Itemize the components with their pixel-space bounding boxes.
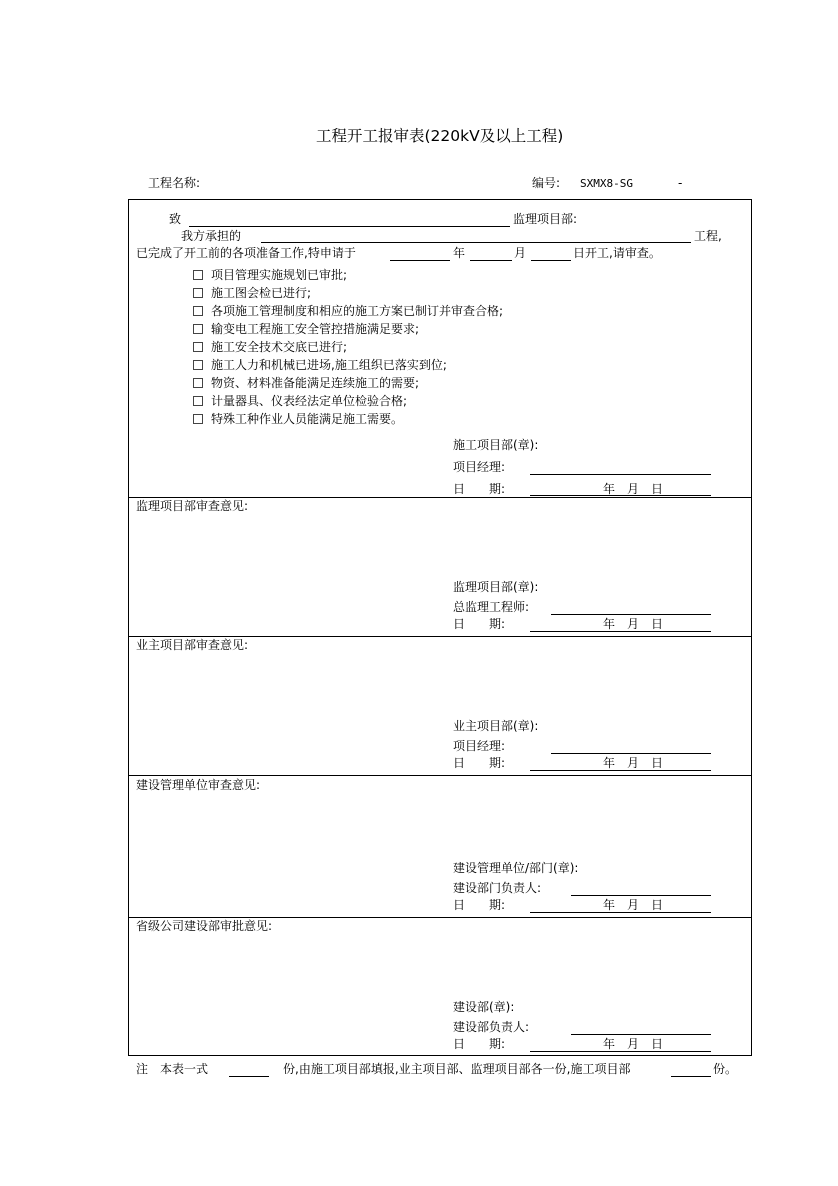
to-recipient-field[interactable] bbox=[189, 226, 510, 227]
section-divider bbox=[128, 497, 752, 498]
date-field[interactable] bbox=[530, 912, 711, 913]
code-value: SXMX8-SG bbox=[580, 177, 633, 190]
construction-mgmt-stamp-label: 建设管理单位/部门(章): bbox=[453, 861, 579, 875]
checkbox[interactable] bbox=[193, 414, 203, 424]
project-word: 工程, bbox=[694, 229, 722, 243]
owner-heading: 业主项目部审查意见: bbox=[136, 638, 249, 652]
checklist-item: 计量器具、仪表经法定单位检验合格; bbox=[211, 394, 408, 408]
project-name-field[interactable] bbox=[261, 242, 691, 243]
note-suffix: 份。 bbox=[713, 1062, 738, 1076]
checklist-item: 各项施工管理制度和相应的施工方案已制订并审查合格; bbox=[211, 304, 504, 318]
project-manager-field[interactable] bbox=[530, 474, 711, 475]
copies-total-field[interactable] bbox=[229, 1076, 269, 1077]
to-suffix: 监理项目部: bbox=[513, 212, 578, 226]
checklist-item: 施工安全技术交底已进行; bbox=[211, 340, 348, 354]
date-label: 日 期: bbox=[453, 482, 506, 496]
page-title: 工程开工报审表(220kV及以上工程) bbox=[316, 127, 564, 145]
date-field[interactable] bbox=[530, 770, 711, 771]
construction-dept-head-label: 建设部门负责人: bbox=[453, 881, 542, 895]
checklist-item: 项目管理实施规划已审批; bbox=[211, 268, 348, 282]
date-field[interactable] bbox=[530, 495, 711, 496]
construction-dept-stamp-label: 施工项目部(章): bbox=[453, 438, 539, 452]
checkbox[interactable] bbox=[193, 360, 203, 370]
chief-engineer-label: 总监理工程师: bbox=[453, 600, 530, 614]
construction-mgmt-heading: 建设管理单位审查意见: bbox=[136, 778, 261, 792]
note-prefix: 注 本表一式 bbox=[136, 1062, 209, 1076]
checkbox[interactable] bbox=[193, 324, 203, 334]
year-label: 年 bbox=[453, 246, 466, 260]
date-ymd: 年 月 日 bbox=[603, 756, 664, 770]
supervision-heading: 监理项目部审查意见: bbox=[136, 499, 249, 513]
copies-construction-field[interactable] bbox=[671, 1076, 711, 1077]
checklist-item: 输变电工程施工安全管控措施满足要求; bbox=[211, 322, 420, 336]
completed-text: 已完成了开工前的各项准备工作,特申请于 bbox=[136, 246, 356, 260]
checkbox[interactable] bbox=[193, 342, 203, 352]
code-dash: - bbox=[678, 176, 683, 190]
checkbox[interactable] bbox=[193, 306, 203, 316]
provincial-head-label: 建设部负责人: bbox=[453, 1020, 530, 1034]
checkbox[interactable] bbox=[193, 270, 203, 280]
checklist-item: 施工图会检已进行; bbox=[211, 286, 312, 300]
checkbox[interactable] bbox=[193, 396, 203, 406]
date-label: 日 期: bbox=[453, 1037, 506, 1051]
month-label: 月 bbox=[514, 246, 527, 260]
date-field[interactable] bbox=[530, 631, 711, 632]
year-field[interactable] bbox=[390, 260, 450, 261]
date-ymd: 年 月 日 bbox=[603, 482, 664, 496]
provincial-heading: 省级公司建设部审批意见: bbox=[136, 919, 273, 933]
owner-manager-label: 项目经理: bbox=[453, 739, 506, 753]
provincial-stamp-label: 建设部(章): bbox=[453, 1000, 515, 1014]
date-ymd: 年 月 日 bbox=[603, 617, 664, 631]
section-divider bbox=[128, 636, 752, 637]
code-label: 编号: bbox=[532, 176, 561, 190]
checklist-item: 物资、材料准备能满足连续施工的需要; bbox=[211, 376, 420, 390]
provincial-head-field[interactable] bbox=[571, 1034, 711, 1035]
project-name-label: 工程名称: bbox=[148, 176, 201, 190]
checklist-item: 特殊工种作业人员能满足施工需要。 bbox=[211, 412, 404, 426]
owner-stamp-label: 业主项目部(章): bbox=[453, 719, 539, 733]
to-prefix: 致 bbox=[169, 212, 182, 226]
checkbox[interactable] bbox=[193, 378, 203, 388]
section-divider bbox=[128, 917, 752, 918]
owner-manager-field[interactable] bbox=[551, 753, 711, 754]
date-ymd: 年 月 日 bbox=[603, 1037, 664, 1051]
day-start-text: 日开工,请审查。 bbox=[573, 246, 661, 260]
checkbox[interactable] bbox=[193, 288, 203, 298]
project-manager-label: 项目经理: bbox=[453, 460, 506, 474]
chief-engineer-field[interactable] bbox=[551, 614, 711, 615]
undertake-text: 我方承担的 bbox=[181, 229, 242, 243]
checklist-item: 施工人力和机械已进场,施工组织已落实到位; bbox=[211, 358, 447, 372]
date-label: 日 期: bbox=[453, 617, 506, 631]
day-field[interactable] bbox=[531, 260, 571, 261]
date-field[interactable] bbox=[530, 1051, 711, 1052]
note-middle: 份,由施工项目部填报,业主项目部、监理项目部各一份,施工项目部 bbox=[283, 1062, 631, 1076]
construction-dept-head-field[interactable] bbox=[571, 895, 711, 896]
section-divider bbox=[128, 775, 752, 776]
date-ymd: 年 月 日 bbox=[603, 898, 664, 912]
supervision-stamp-label: 监理项目部(章): bbox=[453, 580, 539, 594]
month-field[interactable] bbox=[470, 260, 512, 261]
date-label: 日 期: bbox=[453, 898, 506, 912]
date-label: 日 期: bbox=[453, 756, 506, 770]
